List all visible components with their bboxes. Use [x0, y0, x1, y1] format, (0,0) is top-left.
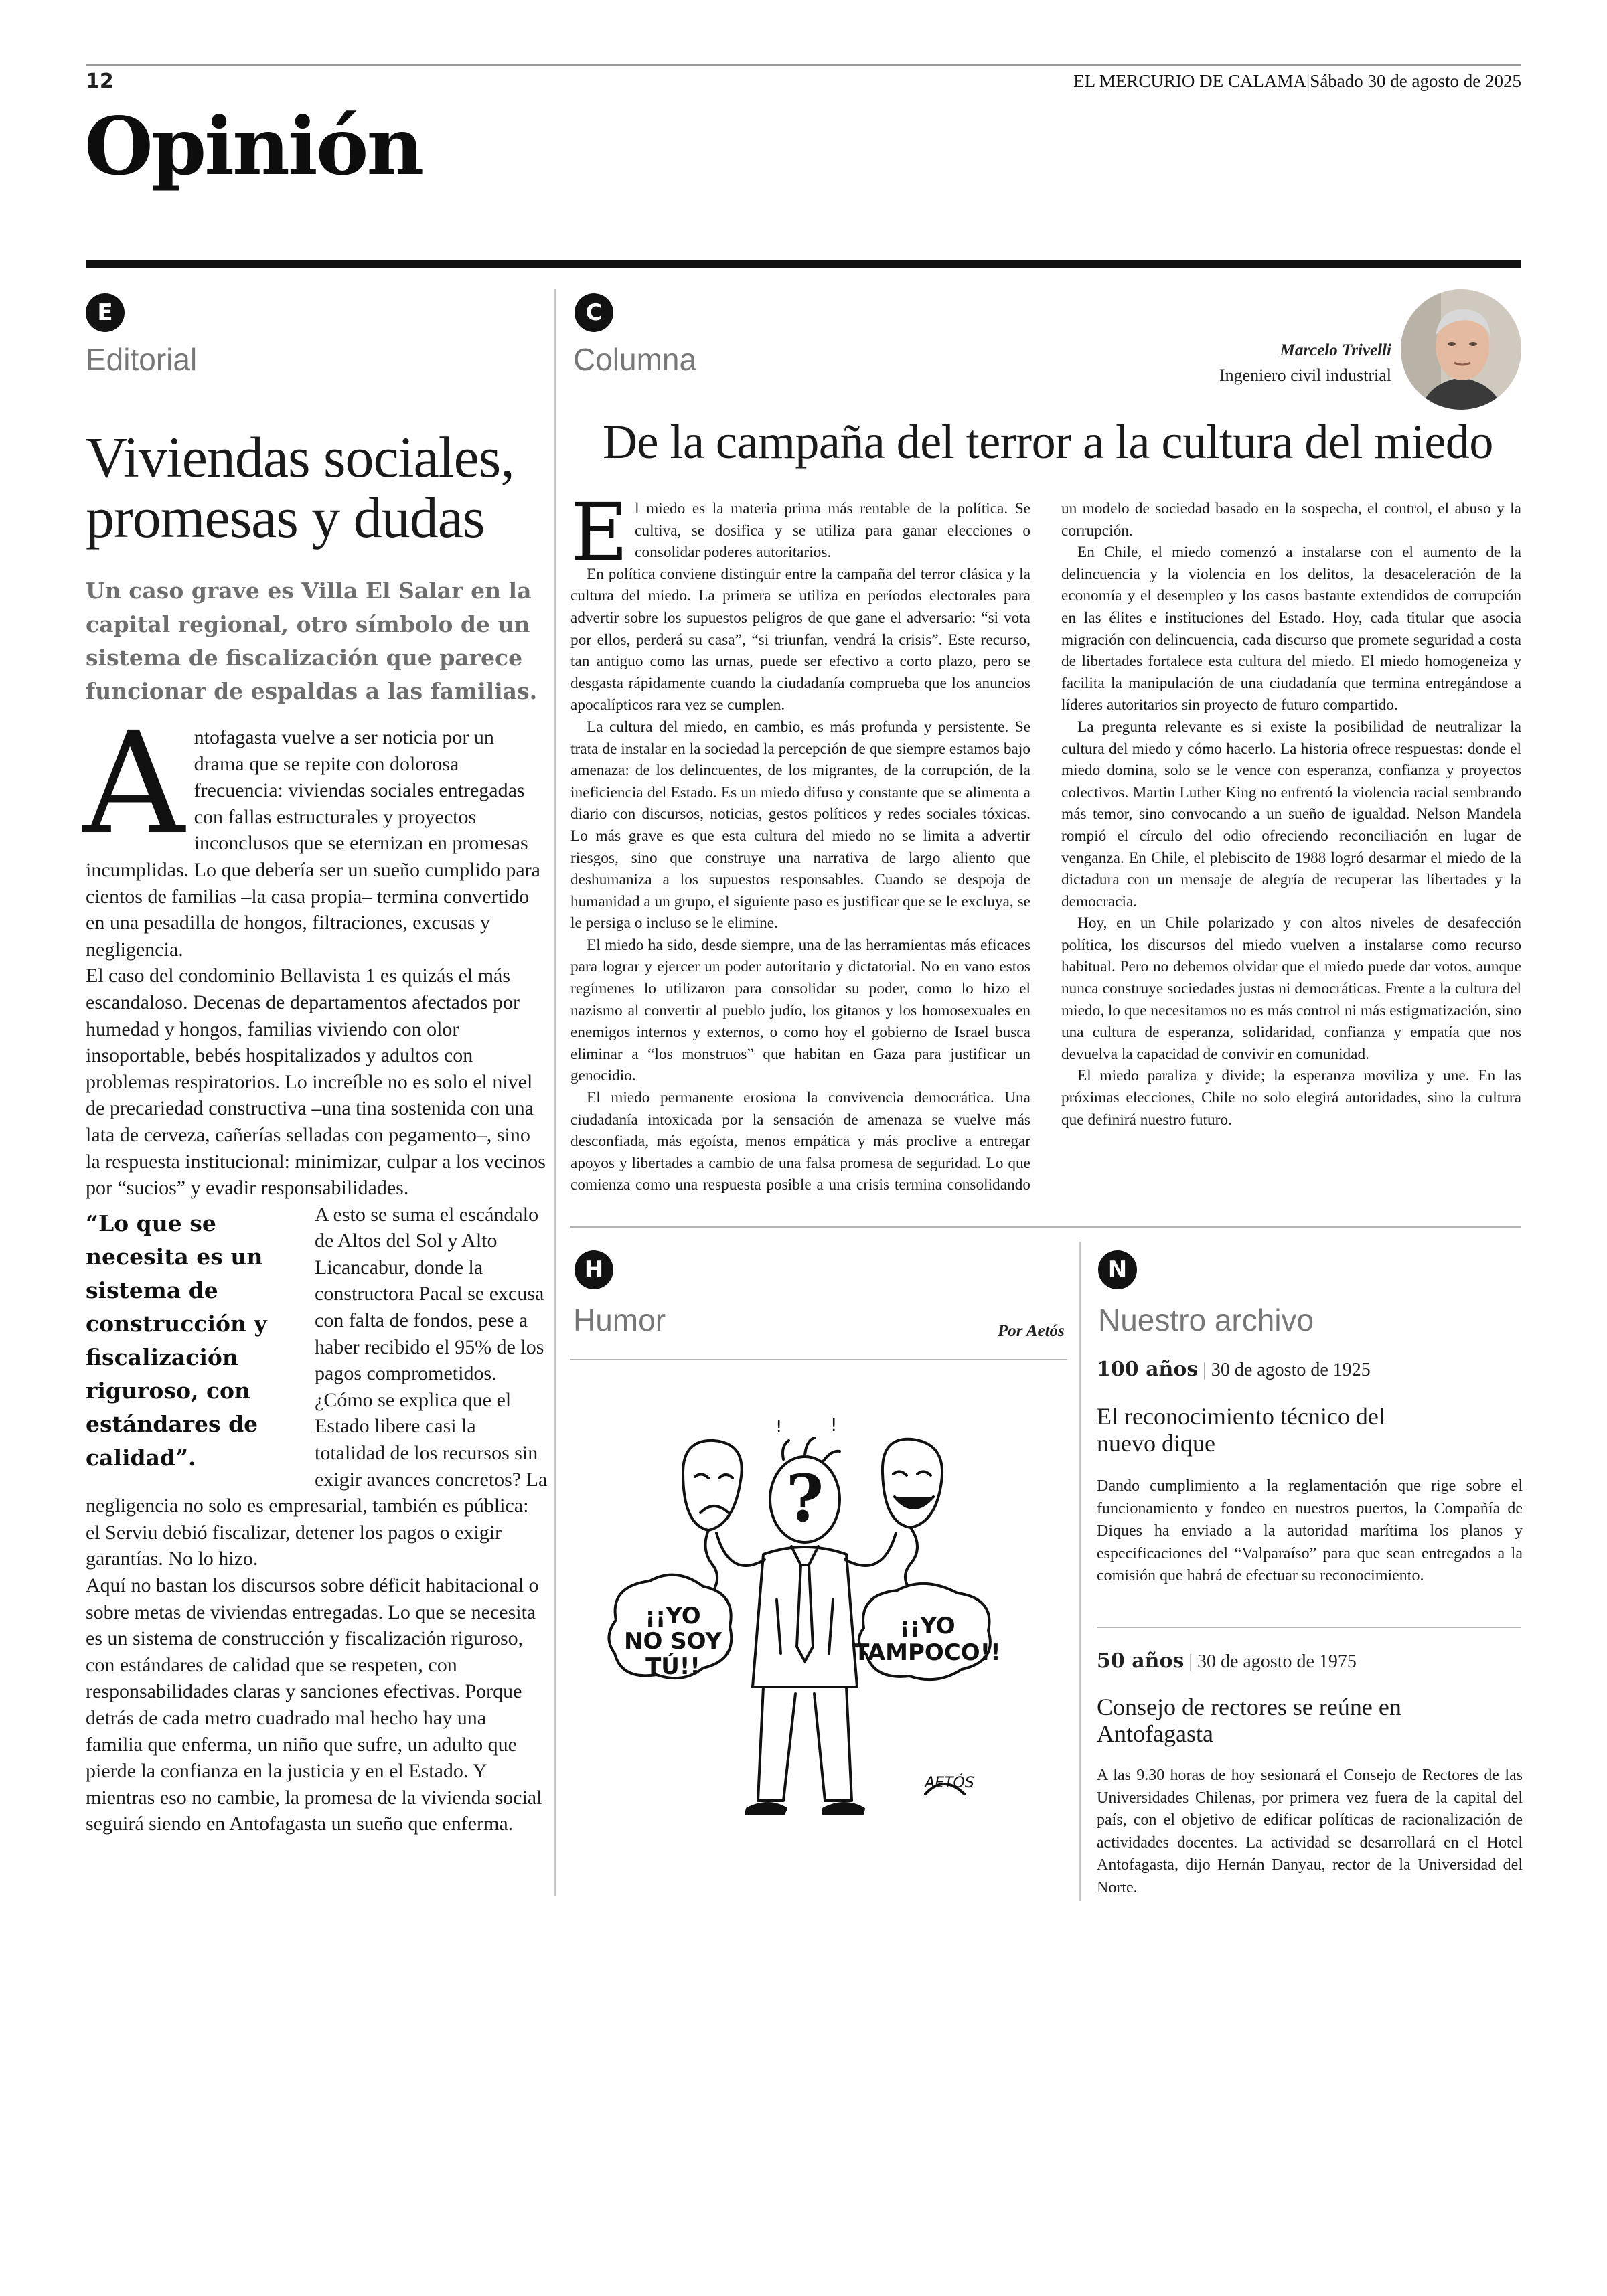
editorial-dropcap: A [83, 702, 185, 866]
editorial-paragraph: Antofagasta vuelve a ser noticia por un drama que se repite con dolorosa frecuencia: viviendas sociales entregadas con fallas estructurales y proyectos inconclusos que se eternizan en promesas incumplidas. Lo que debería ser un sueño cumplido para cientos de familias –la casa propia– termina convertido en una pesadilla de hongos, filtraciones, excusas y negligencia. [83, 702, 540, 961]
bubble-left-text: ¡¡YO NO SOY TÚ!! [624, 1603, 722, 1680]
masthead-separator: | [1306, 71, 1310, 91]
column-paragraph: Hoy, en un Chile polarizado y con altos niveles de desafección política, los discursos del miedo vuelven a instalarse como recurso habitual. Pero no debemos olvidar que el miedo puede dar votos, aunque nunca construye sociedades justas ni democráticas. Frente a la cultura del miedo, lo que necesitamos no es más control ni más estigmatización, sino una cultura de esperanza, solidaridad, confianza y empatía que nos devuelva la capacidad de convivir en comunidad. [1061, 914, 1521, 1063]
archive-divider [1097, 1627, 1521, 1628]
column-paragraph: En Chile, el miedo comenzó a instalarse con el aumento de la delincuencia y la violencia en los delitos, la desaceleración de la economía y el desempleo y los casos bastante extendidos de corrupción en las élites e instituciones del Estado. Hoy, cada titular que asocia migración con delincuencia, cada discurso que promete seguridad a costa de libertades fortalece esta cultura del miedo. El miedo homogeneiza y facilita la manipulación de una ciudadanía que termina entregándose a líderes autoritarios sin proyecto de futuro compartido. [1061, 544, 1521, 714]
archive-item-2-body: A las 9.30 horas de hoy sesionará el Consejo de Rectores de las Universidades Chilenas, por primera vez fuera de la capital del país, con el objetivo de edificar políticas de racionalización de actividades docentes. La actividad se desarrollará en el Hotel Antofagasta, dijo Hernán Danyau, rector de la Universidad del Norte. [1097, 1767, 1523, 1896]
archive-item-1-title: El reconocimiento técnico del nuevo dique [1097, 1403, 1385, 1457]
archive-item-1-body: Dando cumplimiento a la reglamentación que rige sobre el funcionamiento y fondeo en nuestros puertos, la Compañía de Diques ha enviado a la autoridad marítima los planos y especificaciones del “Valparaíso” para que sean entregados a la comisión que habrá de efectuar su reconocimiento. [1097, 1477, 1523, 1584]
column-paragraph: El miedo paraliza y divide; la esperanza moviliza y une. En las próximas elecciones, Chile no solo elegirá autoridades, sino la cultura que definirá nuestro futuro. [1061, 1067, 1521, 1129]
archive-item-2-tag: 50 años | 30 de agosto de 1975 [1097, 1649, 1357, 1673]
editorial-body [83, 702, 548, 1837]
column-dropcap: E [570, 486, 629, 578]
column-body [570, 486, 1521, 1214]
bubble-right-text: ¡¡YO TAMPOCO!! [854, 1613, 1001, 1666]
column-paragraph: En política conviene distinguir entre la campaña del terror clásica y la cultura del miedo. La primera se utiliza en períodos electorales para advertir sobre los supuestos peligros de que gane el adversario: “si vota por ellos, perderá su casa”, “si triunfan, vendrá la crisis”. Este recurso, tan antiguo como las urnas, puede ser efectivo a corto plazo, pero se desgasta rápidamente cuando la ciudadanía comprueba que los anuncios apocalípticos rara vez se cumplen. [570, 565, 1030, 714]
issue-date: Sábado 30 de agosto de 2025 [1310, 71, 1521, 91]
page-number: 12 [86, 70, 114, 93]
archive-years: 100 años [1097, 1358, 1199, 1381]
archive-date: 30 de agosto de 1975 [1197, 1651, 1357, 1672]
editorial-pull-quote: “Lo que se necesita es un sistema de construcción y fiscalización riguroso, con estándares de calidad”. [86, 1210, 267, 1471]
column-divider [554, 289, 556, 1896]
humor-rule [570, 1359, 1067, 1360]
editorial-label: Editorial [86, 342, 198, 377]
svg-text:!: ! [830, 1416, 838, 1436]
archive-label: Nuestro archivo [1098, 1303, 1314, 1337]
author-name: Marcelo Trivelli [1280, 341, 1391, 359]
cartoon-signature: AETÓS [925, 1775, 974, 1791]
column-paragraph: El miedo ha sido, desde siempre, una de las herramientas más eficaces para lograr y ejercer un poder autoritario y dictatorial. No en vano estos regímenes lo utilizaron para consolidar su poder, como lo hizo el nazismo al convertir al pueblo judío, los gitanos y los homosexuales en enemigos internos y externos, o como hoy el gobierno de Israel busca eliminar a “los monstruos” que habitan en Gaza para justificar un genocidio. [570, 936, 1030, 1085]
archive-years: 50 años [1097, 1649, 1184, 1673]
author-photo [1401, 289, 1521, 410]
svg-text:?: ? [785, 1461, 824, 1536]
column-paragraph: El miedo es la materia prima más rentable de la política. Se cultiva, se dosifica y se utiliza para ganar elecciones o consolidar poderes autoritarios. [570, 486, 1030, 578]
section-divider [570, 1226, 1521, 1228]
archive-badge: N [1098, 1250, 1137, 1289]
humor-label: Humor [573, 1303, 666, 1337]
humor-badge: H [575, 1250, 613, 1289]
column-paragraph: La cultura del miedo, en cambio, es más profunda y persistente. Se trata de instalar en la sociedad la percepción de que siempre estamos bajo amenaza: de los delincuentes, de los migrantes, de la corrupción, de la ineficiencia del Estado. Es un miedo difuso y constante que se alimenta a diario con discursos, noticias, gestos políticos y redes sociales tóxicas. Lo más grave es que esta cultura del miedo no se limita a advertir riesgos, sino que construye una narrativa de largo aliento que deshumaniza a los supuestos responsables. Cuando se despoja de humanidad a un grupo, el siguiente paso es justificar que se le excluya, se le persiga o incluso se le elimine. [570, 718, 1030, 932]
author-role: Ingeniero civil industrial [1219, 365, 1391, 385]
editorial-badge: E [86, 293, 125, 332]
archive-date: 30 de agosto de 1925 [1211, 1360, 1371, 1380]
editorial-paragraph: “Lo que se necesita es un sistema de construcción y fiscalización riguroso, con estándares de calidad”. A esto se suma el escándalo de Altos del Sol y Alto Licancabur, donde la constructora Pacal se excusa con falta de fondos, pese a haber recibido el 95% de los pagos comprometidos. ¿Cómo se explica que el Estado libere casi la totalidad de los recursos sin exigir avances concretos? La negligencia no solo es empresarial, también es pública: el Serviu debió fiscalizar, detener los pagos o exigir garantías. No lo hizo. [86, 1203, 548, 1570]
column-badge: C [575, 293, 613, 332]
editorial-headline: Viviendas sociales, promesas y dudas [86, 425, 514, 550]
column-paragraph: La pregunta relevante es si existe la posibilidad de neutralizar la cultura del miedo y cómo hacerlo. La historia ofrece respuestas: donde el miedo domina, solo se le vence con esperanza, confianza y proyectos colectivos. Martin Luther King no enfrentó la violencia racial sembrando más temor, sino convocando a un sueño de igualdad. Nelson Mandela rompió el círculo del odio ofreciendo reconciliación en lugar de venganza. En Chile, el plebiscito de 1988 logró desarmar el miedo de la dictadura con un mensaje de alegría de recuperar las libertades y la democracia. [1061, 718, 1521, 910]
column-label: Columna [573, 342, 697, 377]
archive-item-1-tag: 100 años | 30 de agosto de 1925 [1097, 1358, 1371, 1381]
top-rule [86, 64, 1521, 66]
masthead [1073, 71, 1521, 92]
svg-text:!: ! [775, 1417, 783, 1437]
humor-byline: Por Aetós [998, 1322, 1065, 1340]
section-title: Opinión [84, 100, 423, 193]
editorial-paragraph: Aquí no bastan los discursos sobre déficit habitacional o sobre metas de viviendas entregadas. Lo que se necesita es un sistema de construcción y fiscalización riguroso, con estándares de calidad que se respeten, con responsabilidades claras y sanciones efectivas. Porque detrás de cada metro cuadrado mal hecho hay una familia que enferma, un niño que sufre, un adulto que pierde la confianza en la justicia y en el Estado. Y mientras eso no cambie, la promesa de la vivienda social seguirá siendo en Antofagasta un sueño que enferma. [86, 1574, 542, 1835]
newspaper-name: EL MERCURIO DE CALAMA [1073, 71, 1306, 91]
section-rule [86, 260, 1521, 268]
editorial-paragraph: El caso del condominio Bellavista 1 es quizás el más escandaloso. Decenas de departamentos afectados por humedad y hongos, familias viviendo con olor insoportable, bebés hospitalizados y adultos con problemas respiratorios. Lo increíble no es solo el nivel de precariedad constructiva –una tina sostenida con una lata de cerveza, cañerías selladas con pegamento–, sino la respuesta institucional: minimizar, culpar a los vecinos por “sucios” y evadir responsabilidades. [86, 965, 546, 1200]
cartoon [583, 1399, 1051, 1868]
column-paragraph: El miedo permanente erosiona la convivencia democrática. Una ciudadanía intoxicada por la sensación de amenaza se vuelve más desconfiada, más egoísta, menos empática y más proclive a entregar apoyos y libertades a cambio de una falsa promesa de seguridad. Lo que comienza como una respuesta posible a una crisis termina consolidando un modelo de sociedad basado en la sospecha, el control, el abuso y la corrupción. [570, 500, 1521, 1194]
column-headline: De la campaña del terror a la cultura del miedo [603, 415, 1493, 469]
editorial-deck: Un caso grave es Villa El Salar en la capital regional, otro símbolo de un sistema de fiscalización que parece funcionar de espaldas a las familias. [86, 578, 538, 704]
column-divider [1079, 1242, 1081, 1901]
archive-item-2-title: Consejo de rectores se reúne en Antofagasta [1097, 1694, 1401, 1747]
